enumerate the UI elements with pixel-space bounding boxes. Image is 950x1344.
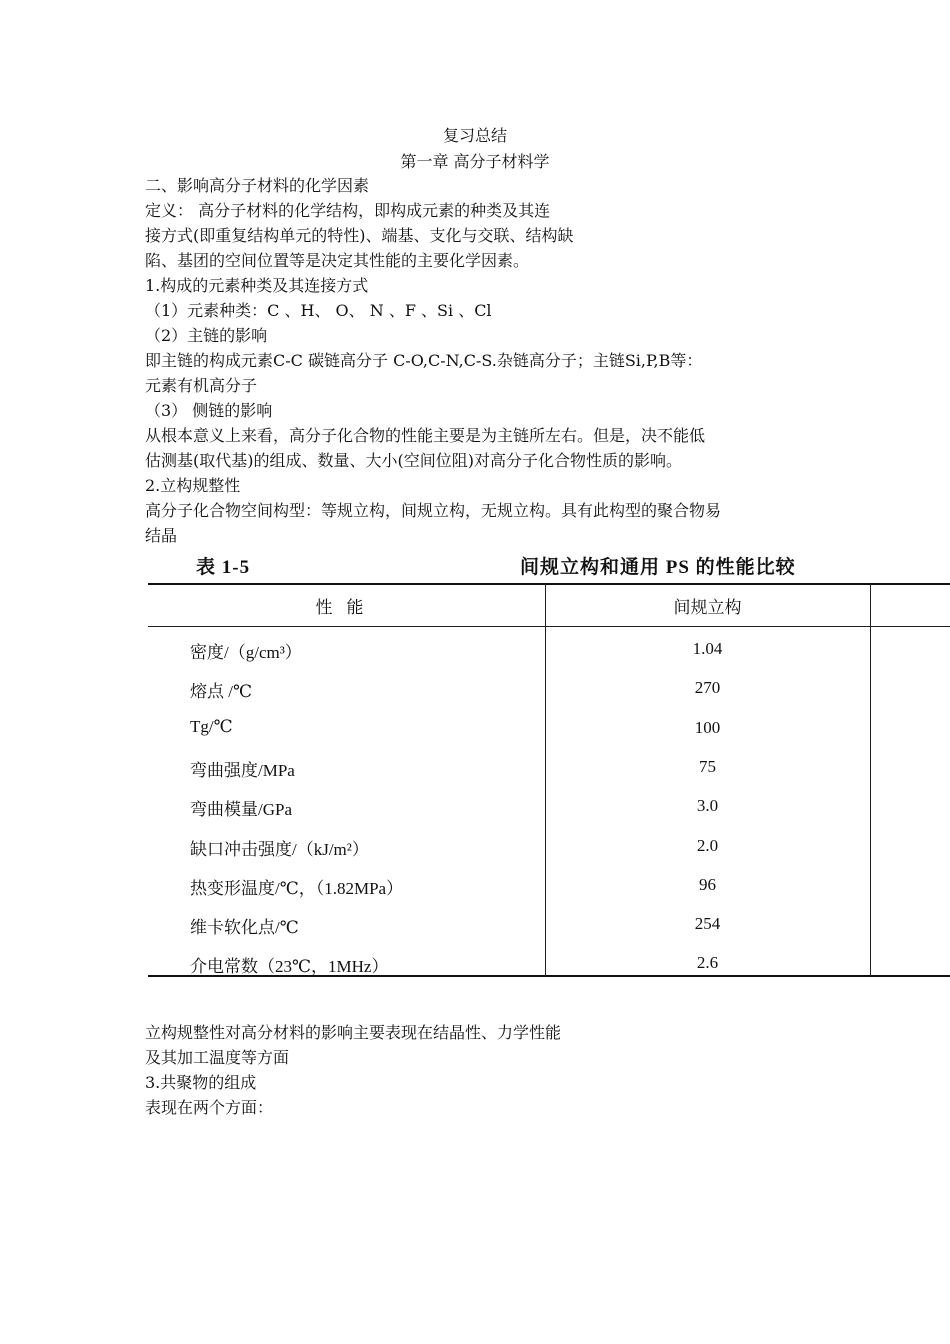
subsection-heading: 2.立构规整性 (145, 476, 241, 495)
cell-value: 254 (694, 914, 721, 934)
table-row (148, 827, 950, 866)
body-text-top (145, 173, 825, 548)
paragraph-line: 高分子化合物空间构型：等规立构，间规立构，无规立构。具有此构型的聚合物易 (145, 501, 722, 520)
cell-value: 1.04 (692, 639, 723, 658)
paragraph-line: （3） 侧链的影响 (145, 401, 273, 420)
paragraph-line: 及其加工温度等方面 (145, 1048, 290, 1067)
cell-value: 3.0 (696, 796, 719, 816)
paragraph-line: 即主链的构成元素C-C 碳链高分子 C-O,C-N,C-S.杂链高分子；主链Si,P,B等： (145, 351, 703, 370)
paragraph-line: 估测基(取代基)的组成、数量、大小(空间位阻)对高分子化合物性质的影响。 (145, 451, 682, 470)
cell-value: 75 (699, 756, 716, 776)
cell-property: Tg/℃ (190, 716, 233, 736)
table-row (148, 709, 950, 748)
cell-value: 270 (694, 678, 721, 698)
table-number: 表 1-5 (196, 557, 251, 578)
cell-property: 热变形温度/℃，（1.82MPa） (190, 878, 404, 898)
properties-table-figure (148, 546, 950, 986)
table-row (148, 748, 950, 787)
cell-property: 介电常数（23℃，1MHz） (190, 957, 389, 977)
table-row (148, 787, 950, 826)
cell-value: 100 (694, 717, 721, 737)
body-text-bottom (145, 1020, 825, 1120)
table-row (148, 630, 950, 669)
document-title: 复习总结 (442, 126, 507, 145)
table-row (148, 905, 950, 944)
paragraph-line: 结晶 (145, 526, 178, 545)
table-row (148, 669, 950, 708)
paragraph-line: 陷、基团的空间位置等是决定其性能的主要化学因素。 (145, 251, 530, 270)
paragraph-line: 从根本意义上来看，高分子化合物的性能主要是为主链所左右。但是，决不能低 (145, 426, 706, 445)
paragraph-line: 表现在两个方面： (145, 1098, 274, 1117)
table-row (148, 866, 950, 905)
paragraph-line: 立构规整性对高分材料的影响主要表现在结晶性、力学性能 (145, 1023, 562, 1042)
paragraph-line: （1）元素种类：C 、H、 O、 N 、F 、Si 、Cl (145, 301, 492, 320)
paragraph-line: （2）主链的影响 (145, 326, 268, 345)
section-heading: 二、影响高分子材料的化学因素 (145, 176, 370, 195)
cell-property: 弯曲强度/MPa (190, 760, 295, 780)
subsection-heading: 1.构成的元素种类及其连接方式 (145, 276, 369, 295)
cell-value: 96 (699, 874, 716, 894)
paragraph-line: 元素有机高分子 (145, 376, 258, 395)
cell-property: 熔点 /℃ (190, 682, 252, 702)
subsection-heading: 3.共聚物的组成 (145, 1073, 257, 1092)
table-title: 间规立构和通用 PS 的性能比较 (520, 557, 796, 578)
header-property: 性能 (315, 598, 378, 617)
chapter-title: 第一章 高分子材料学 (400, 152, 550, 171)
paragraph-line: 定义： 高分子材料的化学结构，即构成元素的种类及其连 (145, 201, 551, 220)
cell-property: 弯曲模量/GPa (190, 800, 292, 820)
header-syndiotactic: 间规立构 (673, 598, 742, 617)
table-row (148, 944, 950, 983)
cell-property: 缺口冲击强度/（kJ/m²） (190, 839, 369, 859)
cell-property: 密度/（g/cm³） (190, 643, 302, 662)
cell-value: 2.6 (696, 953, 719, 973)
table-header-rule (148, 626, 950, 627)
cell-value: 2.0 (696, 835, 719, 855)
cell-property: 维卡软化点/℃ (190, 918, 299, 938)
table-top-rule (148, 583, 950, 585)
paragraph-line: 接方式(即重复结构单元的特性)、端基、支化与交联、结构缺 (145, 226, 574, 245)
